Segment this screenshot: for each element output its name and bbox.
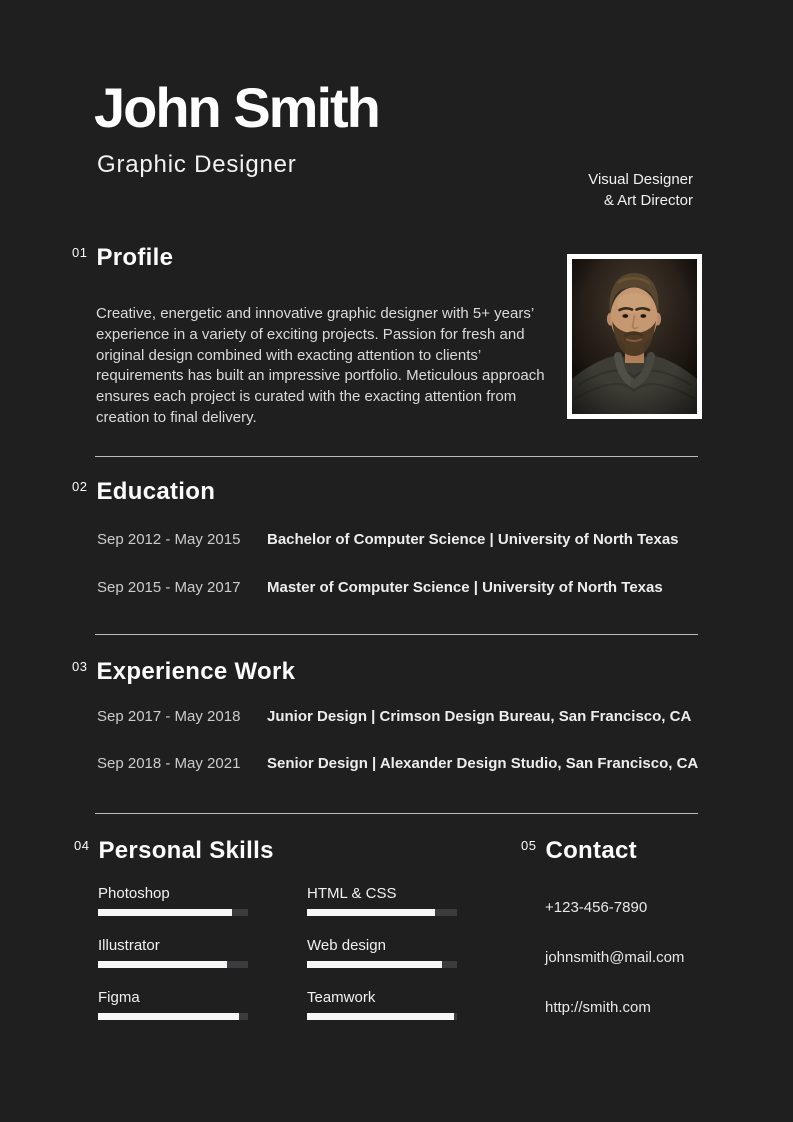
skill-bar-track	[98, 909, 248, 916]
skill-label: Figma	[98, 989, 140, 1006]
skill-bar-fill	[307, 961, 442, 968]
skill-bar-fill	[307, 909, 435, 916]
experience-dates: Sep 2018 - May 2021	[97, 755, 241, 772]
contact-email: johnsmith@mail.com	[545, 949, 685, 966]
skills-list	[98, 885, 457, 1020]
profile-summary: Creative, energetic and innovative graphic designer with 5+ years’ experience in a variety of exciting projects. Passion for fresh and original design combined with exacting attention to clients’ requirements has built an impressive portfolio. Meticulous approach ensures each project is curated with the exacting attention from creation to final delivery.	[96, 305, 545, 426]
experience-row	[97, 708, 691, 726]
skill-item	[98, 885, 248, 916]
section-number: 02	[72, 479, 88, 494]
portrait-illustration	[572, 259, 697, 414]
skill-bar-track	[98, 1013, 248, 1020]
skill-label: HTML & CSS	[307, 885, 397, 902]
skill-label: Illustrator	[98, 937, 160, 954]
section-title: Personal Skills	[98, 837, 274, 864]
tagline	[588, 169, 693, 211]
section-title: Profile	[96, 244, 174, 271]
section-title: Education	[96, 478, 216, 505]
section-number: 05	[521, 838, 537, 853]
skill-bar-track	[307, 909, 457, 916]
section-number: 01	[72, 245, 88, 260]
skill-bar-fill	[98, 961, 227, 968]
skill-bar-fill	[98, 1013, 239, 1020]
section-number: 04	[74, 838, 90, 853]
section-profile-heading	[72, 244, 173, 272]
section-education-heading	[72, 478, 215, 506]
section-divider	[95, 813, 698, 814]
skill-label: Teamwork	[307, 989, 376, 1006]
education-dates: Sep 2012 - May 2015	[97, 531, 241, 548]
section-divider	[95, 456, 698, 457]
education-description: Master of Computer Science | University of North Texas	[267, 579, 663, 596]
profile-photo	[567, 254, 702, 419]
skills-column-left	[98, 885, 248, 1020]
tagline-line-2: & Art Director	[603, 192, 693, 209]
skills-column-right	[307, 885, 457, 1020]
skill-bar-track	[307, 961, 457, 968]
skill-item	[307, 989, 457, 1020]
skill-bar-fill	[307, 1013, 454, 1020]
section-experience-heading	[72, 658, 295, 686]
experience-row	[97, 755, 698, 773]
skill-label: Photoshop	[98, 885, 170, 902]
section-title: Experience Work	[96, 658, 296, 685]
skill-bar-track	[307, 1013, 457, 1020]
person-role: Graphic Designer	[97, 151, 297, 178]
section-divider	[95, 634, 698, 635]
skill-bar-fill	[98, 909, 232, 916]
experience-dates: Sep 2017 - May 2018	[97, 708, 241, 725]
skill-item	[98, 989, 248, 1020]
person-name: John Smith	[94, 76, 379, 139]
skill-item	[307, 937, 457, 968]
section-contact-heading	[521, 837, 637, 865]
tagline-line-1: Visual Designer	[588, 171, 693, 188]
experience-description: Junior Design | Crimson Design Bureau, San Francisco, CA	[267, 708, 692, 725]
skill-bar-track	[98, 961, 248, 968]
education-row	[97, 579, 663, 597]
experience-description: Senior Design | Alexander Design Studio, San Francisco, CA	[267, 755, 699, 772]
education-description: Bachelor of Computer Science | University of North Texas	[267, 531, 679, 548]
skill-item	[307, 885, 457, 916]
skill-label: Web design	[307, 937, 386, 954]
contact-phone: +123-456-7890	[545, 899, 648, 916]
contact-website: http://smith.com	[545, 999, 651, 1016]
education-row	[97, 531, 679, 549]
section-number: 03	[72, 659, 88, 674]
section-skills-heading	[74, 837, 274, 865]
section-title: Contact	[545, 837, 637, 864]
contact-list	[545, 899, 684, 1049]
skill-item	[98, 937, 248, 968]
education-dates: Sep 2015 - May 2017	[97, 579, 241, 596]
